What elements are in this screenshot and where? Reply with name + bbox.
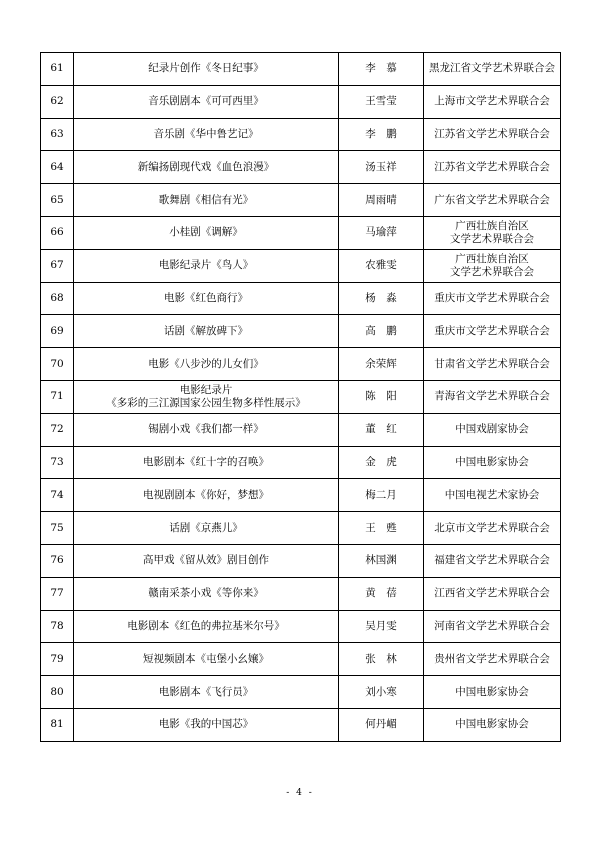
table-row [41,512,561,545]
author-name: 梅二月 [339,479,424,512]
row-number: 64 [41,151,74,184]
author-name: 刘小寒 [339,676,424,709]
row-number: 69 [41,315,74,348]
recommending-organization [424,315,561,348]
recommending-organization [424,118,561,151]
recommending-organization [424,184,561,217]
table-row [41,282,561,315]
row-number: 65 [41,184,74,217]
awards-table [40,52,561,742]
recommending-organization [424,53,561,86]
work-title [74,151,339,184]
table-row [41,249,561,282]
table-row [41,85,561,118]
table-row [41,151,561,184]
author-name: 何丹嵋 [339,708,424,741]
work-title-line: 锡剧小戏《我们都一样》 [148,423,264,436]
table-body [41,53,561,742]
author-name: 农雅雯 [339,249,424,282]
organization-line: 上海市文学艺术界联合会 [434,95,550,108]
work-title-line: 电影《我的中国芯》 [158,718,254,731]
work-title-line: 《多彩的三江源国家公园生物多样性展示》 [106,396,306,409]
table-row [41,610,561,643]
work-title-line: 电影剧本《红色的弗拉基米尔号》 [127,619,285,632]
table-row [41,315,561,348]
organization-line: 贵州省文学艺术界联合会 [434,652,550,665]
organization-line: 甘肃省文学艺术界联合会 [434,357,550,370]
work-title [74,413,339,446]
author-name: 余荣辉 [339,348,424,381]
table-row [41,348,561,381]
work-title-line: 小桂剧《调解》 [169,226,243,239]
recommending-organization [424,380,561,413]
author-name: 张 林 [339,643,424,676]
organization-line: 黑龙江省文学艺术界联合会 [429,62,555,75]
organization-line: 文学艺术界联合会 [450,265,534,278]
organization-line: 北京市文学艺术界联合会 [434,521,550,534]
work-title [74,446,339,479]
work-title [74,184,339,217]
work-title [74,479,339,512]
table-row [41,380,561,413]
row-number: 62 [41,85,74,118]
work-title [74,708,339,741]
recommending-organization [424,577,561,610]
row-number: 73 [41,446,74,479]
work-title [74,577,339,610]
work-title-line: 电影纪录片《鸟人》 [158,259,254,272]
table-row [41,446,561,479]
row-number: 70 [41,348,74,381]
organization-line: 广西壮族自治区 [455,252,529,265]
work-title-line: 电影《八步沙的儿女们》 [148,357,264,370]
organization-line: 重庆市文学艺术界联合会 [434,324,550,337]
work-title [74,249,339,282]
author-name: 董 红 [339,413,424,446]
organization-line: 河南省文学艺术界联合会 [434,619,550,632]
work-title-line: 电视剧剧本《你好，梦想》 [143,488,269,501]
recommending-organization [424,643,561,676]
work-title [74,544,339,577]
row-number: 63 [41,118,74,151]
row-number: 74 [41,479,74,512]
work-title-line: 高甲戏《留从效》剧目创作 [143,554,269,567]
table-row [41,544,561,577]
work-title-line: 纪录片创作《冬日纪事》 [148,62,264,75]
row-number: 81 [41,708,74,741]
table-row [41,216,561,249]
table-row [41,643,561,676]
author-name: 周雨晴 [339,184,424,217]
work-title [74,610,339,643]
row-number: 71 [41,380,74,413]
work-title-line: 短视频剧本《屯堡小幺嬢》 [143,652,269,665]
work-title-line: 赣南采茶小戏《等你来》 [148,587,264,600]
table-row [41,708,561,741]
recommending-organization [424,676,561,709]
organization-line: 青海省文学艺术界联合会 [434,390,550,403]
organization-line: 中国电视艺术家协会 [444,488,540,501]
work-title [74,315,339,348]
work-title-line: 歌舞剧《相信有光》 [158,193,254,206]
recommending-organization [424,512,561,545]
recommending-organization [424,151,561,184]
recommending-organization [424,708,561,741]
work-title-line: 电影《红色商行》 [164,291,248,304]
work-title-line: 音乐剧剧本《可可西里》 [148,95,264,108]
work-title [74,348,339,381]
recommending-organization [424,282,561,315]
organization-line: 江苏省文学艺术界联合会 [434,160,550,173]
work-title [74,512,339,545]
work-title [74,676,339,709]
work-title [74,380,339,413]
work-title [74,643,339,676]
row-number: 67 [41,249,74,282]
recommending-organization [424,249,561,282]
work-title [74,282,339,315]
work-title-line: 电影纪录片 [179,383,233,396]
organization-line: 广西壮族自治区 [455,219,529,232]
organization-line: 江苏省文学艺术界联合会 [434,127,550,140]
author-name: 李 慕 [339,53,424,86]
table-row [41,676,561,709]
work-title [74,53,339,86]
author-name: 李 鹏 [339,118,424,151]
row-number: 68 [41,282,74,315]
row-number: 80 [41,676,74,709]
table-row [41,413,561,446]
row-number: 79 [41,643,74,676]
author-name: 黄 蓓 [339,577,424,610]
recommending-organization [424,544,561,577]
organization-line: 中国戏剧家协会 [455,423,529,436]
work-title-line: 音乐剧《华中鲁艺记》 [153,127,259,140]
work-title-line: 话剧《京燕儿》 [169,521,243,534]
row-number: 66 [41,216,74,249]
organization-line: 中国电影家协会 [455,455,529,468]
organization-line: 中国电影家协会 [455,685,529,698]
author-name: 高 鹏 [339,315,424,348]
recommending-organization [424,348,561,381]
organization-line: 重庆市文学艺术界联合会 [434,291,550,304]
author-name: 杨 淼 [339,282,424,315]
row-number: 78 [41,610,74,643]
work-title-line: 电影剧本《飞行员》 [158,685,254,698]
organization-line: 中国电影家协会 [455,718,529,731]
author-name: 汤玉祥 [339,151,424,184]
work-title [74,118,339,151]
table-row [41,577,561,610]
organization-line: 福建省文学艺术界联合会 [434,554,550,567]
author-name: 陈 阳 [339,380,424,413]
work-title-line: 电影剧本《红十字的召唤》 [143,455,269,468]
row-number: 72 [41,413,74,446]
table-row [41,53,561,86]
author-name: 林国渊 [339,544,424,577]
author-name: 吴月雯 [339,610,424,643]
organization-line: 江西省文学艺术界联合会 [434,587,550,600]
table-row [41,479,561,512]
row-number: 76 [41,544,74,577]
table-row [41,184,561,217]
recommending-organization [424,85,561,118]
recommending-organization [424,446,561,479]
organization-line: 广东省文学艺术界联合会 [434,193,550,206]
row-number: 77 [41,577,74,610]
work-title [74,216,339,249]
work-title [74,85,339,118]
recommending-organization [424,413,561,446]
work-title-line: 话剧《解放碑下》 [164,324,248,337]
author-name: 马瑜萍 [339,216,424,249]
row-number: 61 [41,53,74,86]
recommending-organization [424,216,561,249]
recommending-organization [424,610,561,643]
row-number: 75 [41,512,74,545]
recommending-organization [424,479,561,512]
author-name: 王 甦 [339,512,424,545]
work-title-line: 新编扬剧现代戏《血色浪漫》 [137,160,275,173]
author-name: 王雪莹 [339,85,424,118]
page-number: - 4 - [286,788,314,798]
author-name: 金 虎 [339,446,424,479]
organization-line: 文学艺术界联合会 [450,232,534,245]
table-row [41,118,561,151]
